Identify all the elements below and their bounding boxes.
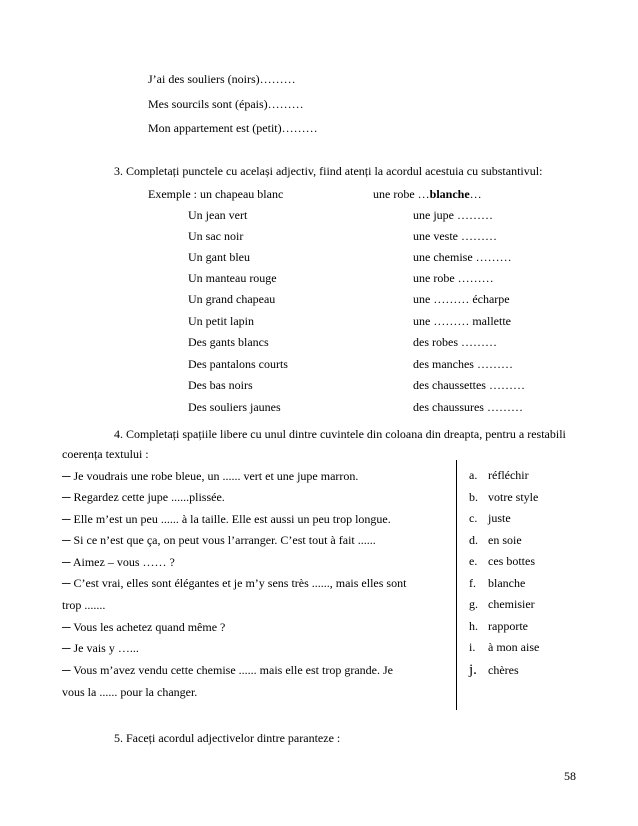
exercise3-row-right: une ……… mallette — [413, 314, 511, 328]
exercise3-row-left: Des pantalons courts — [188, 357, 288, 371]
exercise3-row-left: Un grand chapeau — [188, 292, 276, 306]
page-number: 58 — [564, 769, 576, 783]
exercise5-heading: 5. Faceți acordul adjectivelor dintre paranteze : — [114, 731, 341, 745]
dialogue-line: ─ Vous les achetez quand même ? — [62, 620, 226, 634]
dialogue-line: ─ Vous m’avez vendu cette chemise ...... mais elle est trop grande. Je — [62, 663, 393, 677]
example-right-prefix: une robe … — [373, 187, 430, 201]
exercise3-row-left: Un petit lapin — [188, 314, 254, 328]
dialogue-line: ─ Regardez cette jupe ......plissée. — [62, 490, 225, 504]
option-word: blanche — [488, 576, 526, 590]
exercise3-row-left: Un jean vert — [188, 208, 248, 222]
dialogue-line: trop ....... — [62, 598, 106, 612]
options-column-divider — [456, 460, 457, 710]
exercise3-row-right: des chaussures ……… — [413, 400, 523, 414]
option-letter: e. — [469, 554, 478, 568]
option-word: votre style — [488, 490, 539, 504]
exercise3-row-left: Un manteau rouge — [188, 271, 277, 285]
exercise3-row-left: Un gant bleu — [188, 250, 250, 264]
example-answer: blanche — [429, 187, 470, 201]
exercise3-row-right: une ……… écharpe — [413, 292, 510, 306]
option-letter: h. — [469, 619, 478, 633]
option-word: chemisier — [488, 597, 535, 611]
dialogue-line: ─ Si ce n’est que ça, on peut vous l’arranger. C’est tout à fait ...... — [62, 533, 376, 547]
exercise3-row-right: une chemise ……… — [413, 250, 512, 264]
option-letter: j. — [469, 662, 477, 678]
option-word: ces bottes — [488, 554, 535, 568]
example-right-suffix: … — [469, 187, 482, 201]
option-word: chères — [488, 663, 519, 677]
dialogue-line: ─ Aimez – vous …… ? — [62, 555, 175, 569]
exercise2-line-1: J’ai des souliers (noirs)……… — [148, 72, 296, 86]
option-letter: i. — [469, 640, 476, 654]
exercise3-row-right: des manches ……… — [413, 357, 513, 371]
exercise3-row-right: des robes ……… — [413, 335, 497, 349]
option-word: à mon aise — [488, 640, 540, 654]
exercise2-line-2: Mes sourcils sont (épais)……… — [148, 97, 304, 111]
exercise3-example-right — [373, 187, 482, 201]
dialogue-line: ─ Je voudrais une robe bleue, un ...... vert et une jupe marron. — [62, 469, 359, 483]
exercise3-row-right: une jupe ……… — [413, 208, 493, 222]
exercise3-row-left: Des souliers jaunes — [188, 400, 281, 414]
exercise3-row-left: Un sac noir — [188, 229, 244, 243]
exercise2-line-3: Mon appartement est (petit)……… — [148, 121, 318, 135]
exercise3-row-left: Des bas noirs — [188, 378, 253, 392]
option-word: réfléchir — [488, 468, 529, 482]
option-letter: a. — [469, 468, 478, 482]
exercise3-row-left: Des gants blancs — [188, 335, 269, 349]
option-letter: c. — [469, 511, 478, 525]
option-word: juste — [488, 511, 511, 525]
option-word: en soie — [488, 533, 522, 547]
exercise3-example-left: Exemple : un chapeau blanc — [148, 187, 284, 201]
exercise3-heading: 3. Completați punctele cu același adjectiv, fiind atenți la acordul acestuia cu substantivul: — [114, 164, 543, 178]
option-letter: b. — [469, 490, 478, 504]
exercise3-row-right: une robe ……… — [413, 271, 494, 285]
option-letter: g. — [469, 597, 478, 611]
option-letter: d. — [469, 533, 478, 547]
option-word: rapporte — [488, 619, 528, 633]
dialogue-line: vous la ...... pour la changer. — [62, 685, 198, 699]
dialogue-line: ─ Je vais y …... — [62, 641, 139, 655]
option-letter: f. — [469, 576, 476, 590]
dialogue-line: ─ C’est vrai, elles sont élégantes et je m’y sens très ......, mais elles sont — [62, 576, 407, 590]
exercise3-row-right: des chaussettes ……… — [413, 378, 525, 392]
exercise4-heading: 4. Completați spațiile libere cu unul dintre cuvintele din coloana din dreapta, pentru a restabili — [114, 427, 566, 441]
exercise3-row-right: une veste ……… — [413, 229, 497, 243]
exercise4-heading-continued: coerența textului : — [62, 447, 149, 461]
dialogue-line: ─ Elle m’est un peu ...... à la taille. Elle est aussi un peu trop longue. — [62, 512, 391, 526]
